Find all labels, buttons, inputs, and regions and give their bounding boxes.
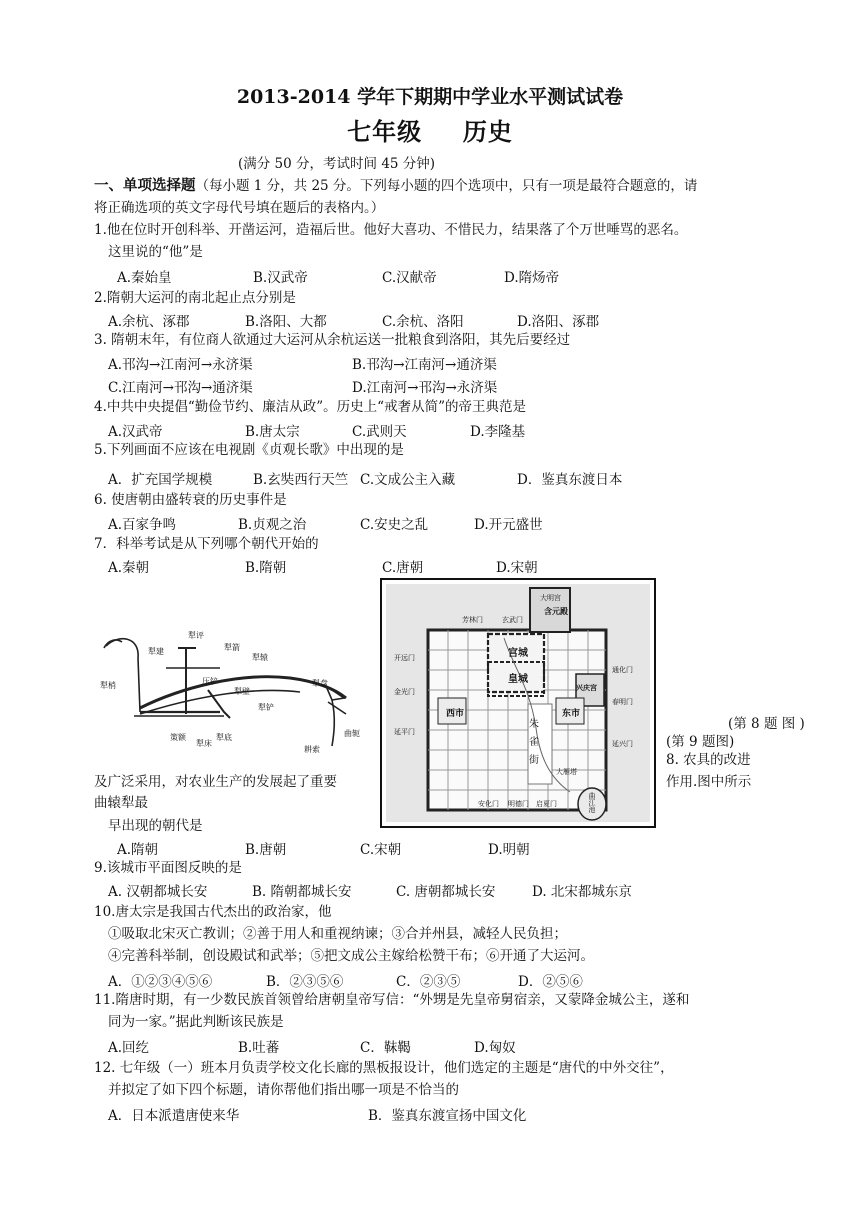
- map-huangcheng: 皇城: [508, 674, 528, 685]
- label-cee: 策额: [170, 733, 186, 742]
- grade-subject: [0, 112, 860, 147]
- exam-note: (满分 50 分，考试时间 45 分钟): [238, 156, 436, 172]
- q7-option-a: A.秦朝: [108, 560, 150, 576]
- q6-option-c: C.安史之乱: [360, 517, 429, 533]
- q9-option-b: B. 隋朝都城长安: [252, 884, 352, 900]
- map-dongshi: 东市: [562, 708, 581, 718]
- q3-stem: 3. 隋朝末年，有位商人欲通过大运河从余杭运送一批粮食到洛阳，其先后要经过: [94, 332, 571, 348]
- q8-stem-e: 早出现的朝代是: [108, 818, 203, 834]
- q8-option-d: D.明朝: [488, 842, 530, 858]
- q3-option-b: B.邗沟→江南河→通济渠: [352, 357, 497, 373]
- q10-line2: ④完善科举制，创设殿试和武举；⑤把文成公主嫁给松赞干布；⑥开通了大运河。: [108, 948, 594, 964]
- q11-stem-b: 同为一家。”据此判断该民族是: [108, 1014, 284, 1030]
- q3-option-a: A.邗沟→江南河→永济渠: [108, 357, 253, 373]
- q5-option-b: B.玄奘西行天竺: [253, 472, 349, 488]
- q2-option-a: A.余杭、涿郡: [108, 314, 190, 330]
- map-chunmingmen: 春明门: [612, 698, 633, 706]
- q4-option-d: D.李隆基: [470, 424, 526, 440]
- label-lipan: 犁盘: [312, 679, 328, 688]
- q4-option-a: A.汉武帝: [108, 424, 163, 440]
- map-gongcheng: 宫城: [508, 648, 528, 659]
- q2-option-b: B.洛阳、大都: [245, 314, 327, 330]
- q8-option-a: A.隋朝: [117, 842, 159, 858]
- q1-stem-b: 这里说的“他”是: [108, 244, 203, 260]
- q2-option-c: C.余杭、洛阳: [382, 314, 464, 330]
- label-quan: 曲轭: [344, 729, 360, 738]
- label-lichan: 犁铲: [258, 703, 274, 712]
- label-lichuang: 犁床: [196, 739, 212, 748]
- map-dayanta: 大雁塔: [556, 768, 577, 776]
- q7-option-c: C.唐朝: [382, 560, 424, 576]
- q1-option-d: D.隋炀帝: [504, 270, 560, 286]
- section-heading: 一、单项选择题: [94, 177, 196, 194]
- changan-map: [380, 578, 656, 828]
- q11-option-b: B.吐蕃: [238, 1040, 280, 1056]
- map-qixiamen: 启夏门: [536, 800, 557, 808]
- q4-stem: 4.中共中央提倡“勤俭节约、廉洁从政”。历史上“戒奢从简”的帝王典范是: [94, 399, 526, 415]
- q5-stem: 5.下列画面不应该在电视剧《贞观长歌》中出现的是: [94, 442, 404, 458]
- map-xingqinggong: 兴庆宫: [576, 684, 597, 692]
- map-qujiangchi: 曲江池: [588, 792, 596, 813]
- q3-option-c: C.江南河→邗沟→通济渠: [108, 380, 253, 396]
- q9-option-c: C. 唐朝都城长安: [396, 884, 496, 900]
- q12-option-b: B．鉴真东渡宣扬中国文化: [368, 1108, 527, 1124]
- map-fanglinmen: 芳林门: [462, 616, 483, 624]
- q8-option-b: B.唐朝: [245, 842, 287, 858]
- label-liping: 犁评: [188, 631, 204, 640]
- q8-stem-c: 作用.图中所示: [666, 774, 752, 790]
- q1-option-c: C.汉献帝: [382, 270, 437, 286]
- q1-option-b: B.汉武帝: [253, 270, 308, 286]
- q10-option-a: A．①②③④⑤⑥: [108, 974, 213, 990]
- q2-stem: 2.隋朝大运河的南北起止点分别是: [94, 290, 296, 306]
- q11-stem-a: 11.隋唐时期，有一少数民族首领曾给唐朝皇帝写信：“外甥是先皇帝舅宿亲，又蒙降金城公主，遂和: [94, 992, 690, 1008]
- q1-stem-a: 1.他在位时开创科举、开凿运河，造福后世。他好大喜功、不惜民力，结果落了个万世唾骂的恶名。: [94, 222, 688, 238]
- label-lishao: 犁梢: [100, 681, 116, 690]
- q9-stem: 9.该城市平面图反映的是: [94, 860, 242, 876]
- section-instr-a: （每小题 1 分，共 25 分。下列每小题的四个选项中，只有一项是最符合题意的，请: [195, 178, 698, 194]
- q8-stem-d: 曲辕犁最: [94, 795, 148, 811]
- label-lijian2: 犁箭: [224, 643, 240, 652]
- q3-option-d: D.江南河→邗沟→永济渠: [352, 380, 498, 396]
- q11-option-c: C．靺鞨: [360, 1040, 411, 1056]
- q10-line1: ①吸取北宋灭亡教训；②善于用人和重视纳谏；③合并州县，减轻人民负担；: [108, 926, 567, 942]
- q5-option-c: C.文成公主入藏: [360, 472, 456, 488]
- map-jinguangmen: 金光门: [394, 688, 415, 696]
- exam-title: 2013-2014 学年下期期中学业水平测试试卷: [236, 86, 624, 108]
- q10-option-c: C．②③⑤: [396, 974, 461, 990]
- map-anhuamen: 安化门: [478, 800, 499, 808]
- map-mingdemen: 明德门: [508, 800, 529, 808]
- q8-stem-a: 8. 农具的改进: [666, 752, 751, 768]
- q10-option-b: B．②③⑤⑥: [266, 974, 344, 990]
- map-yanxingmen: 延兴门: [612, 740, 633, 748]
- q10-stem: 10.唐太宗是我国古代杰出的政治家，他: [94, 904, 332, 920]
- q11-option-d: D.匈奴: [474, 1040, 516, 1056]
- map-damingong: 大明宫: [540, 594, 561, 602]
- q12-stem-b: 并拟定了如下四个标题，请你帮他们指出哪一项是不恰当的: [108, 1082, 459, 1098]
- q6-stem: 6. 使唐朝由盛转衰的历史事件是: [94, 492, 287, 508]
- label-lijian: 犁建: [148, 647, 164, 656]
- map-xishi: 西市: [446, 708, 465, 718]
- section-instructions: [94, 176, 697, 196]
- q5-option-a: A．扩充国学规模: [108, 472, 213, 488]
- label-gengsuo: 耕索: [304, 745, 320, 754]
- label-libi: 犁壁: [234, 687, 250, 696]
- label-liyuan: 犁辕: [252, 653, 268, 662]
- plough-diagram: [100, 628, 362, 758]
- q9-option-d: D. 北宋都城东京: [532, 884, 632, 900]
- q12-stem-a: 12. 七年级（一）班本月负责学校文化长廊的黑板报设计，他们选定的主题是“唐代的中外交往”，: [94, 1060, 674, 1076]
- section-instr-b: 将正确选项的英文字母代号填在题后的表格内。）: [94, 200, 385, 216]
- q4-option-b: B.唐太宗: [245, 424, 300, 440]
- map-kaiyuanmen: 开远门: [394, 654, 415, 662]
- q9-option-a: A. 汉朝都城长安: [108, 884, 208, 900]
- map-tonghuamen: 通化门: [612, 666, 633, 674]
- q10-option-d: D．②⑤⑥: [518, 974, 583, 990]
- q6-option-b: B.贞观之治: [238, 517, 307, 533]
- q8-stem-b: 及广泛采用，对农业生产的发展起了重要: [94, 774, 337, 790]
- q11-option-a: A.回纥: [108, 1040, 150, 1056]
- q1-option-a: A.秦始皇: [117, 270, 172, 286]
- q7-stem: 7．科举考试是从下列哪个朝代开始的: [94, 536, 319, 552]
- q7-option-d: D.宋朝: [496, 560, 538, 576]
- q12-option-a: A．日本派遣唐使来华: [108, 1108, 240, 1124]
- q2-option-d: D.洛阳、涿郡: [517, 314, 600, 330]
- map-yanpingmen: 延平门: [394, 728, 415, 736]
- map-xuanwumen: 玄武门: [502, 616, 523, 624]
- fig9-caption: (第 9 题图): [666, 734, 735, 750]
- q6-option-d: D.开元盛世: [474, 517, 543, 533]
- q8-option-c: C.宋朝: [360, 842, 402, 858]
- subject-label: 历史: [462, 117, 513, 146]
- q5-option-d: D．鉴真东渡日本: [517, 472, 623, 488]
- map-zhuquejie: 朱雀街: [526, 718, 538, 772]
- q7-option-b: B.隋朝: [245, 560, 287, 576]
- q6-option-a: A.百家争鸣: [108, 517, 177, 533]
- map-hanyuandian: 含元殿: [544, 607, 568, 616]
- q4-option-c: C.武则天: [352, 424, 407, 440]
- fig8-caption: (第 8 题 图 ): [728, 716, 805, 732]
- label-lidi: 犁底: [216, 733, 232, 742]
- label-yachan: 压铲: [202, 677, 218, 686]
- grade-label: 七年级: [347, 117, 423, 146]
